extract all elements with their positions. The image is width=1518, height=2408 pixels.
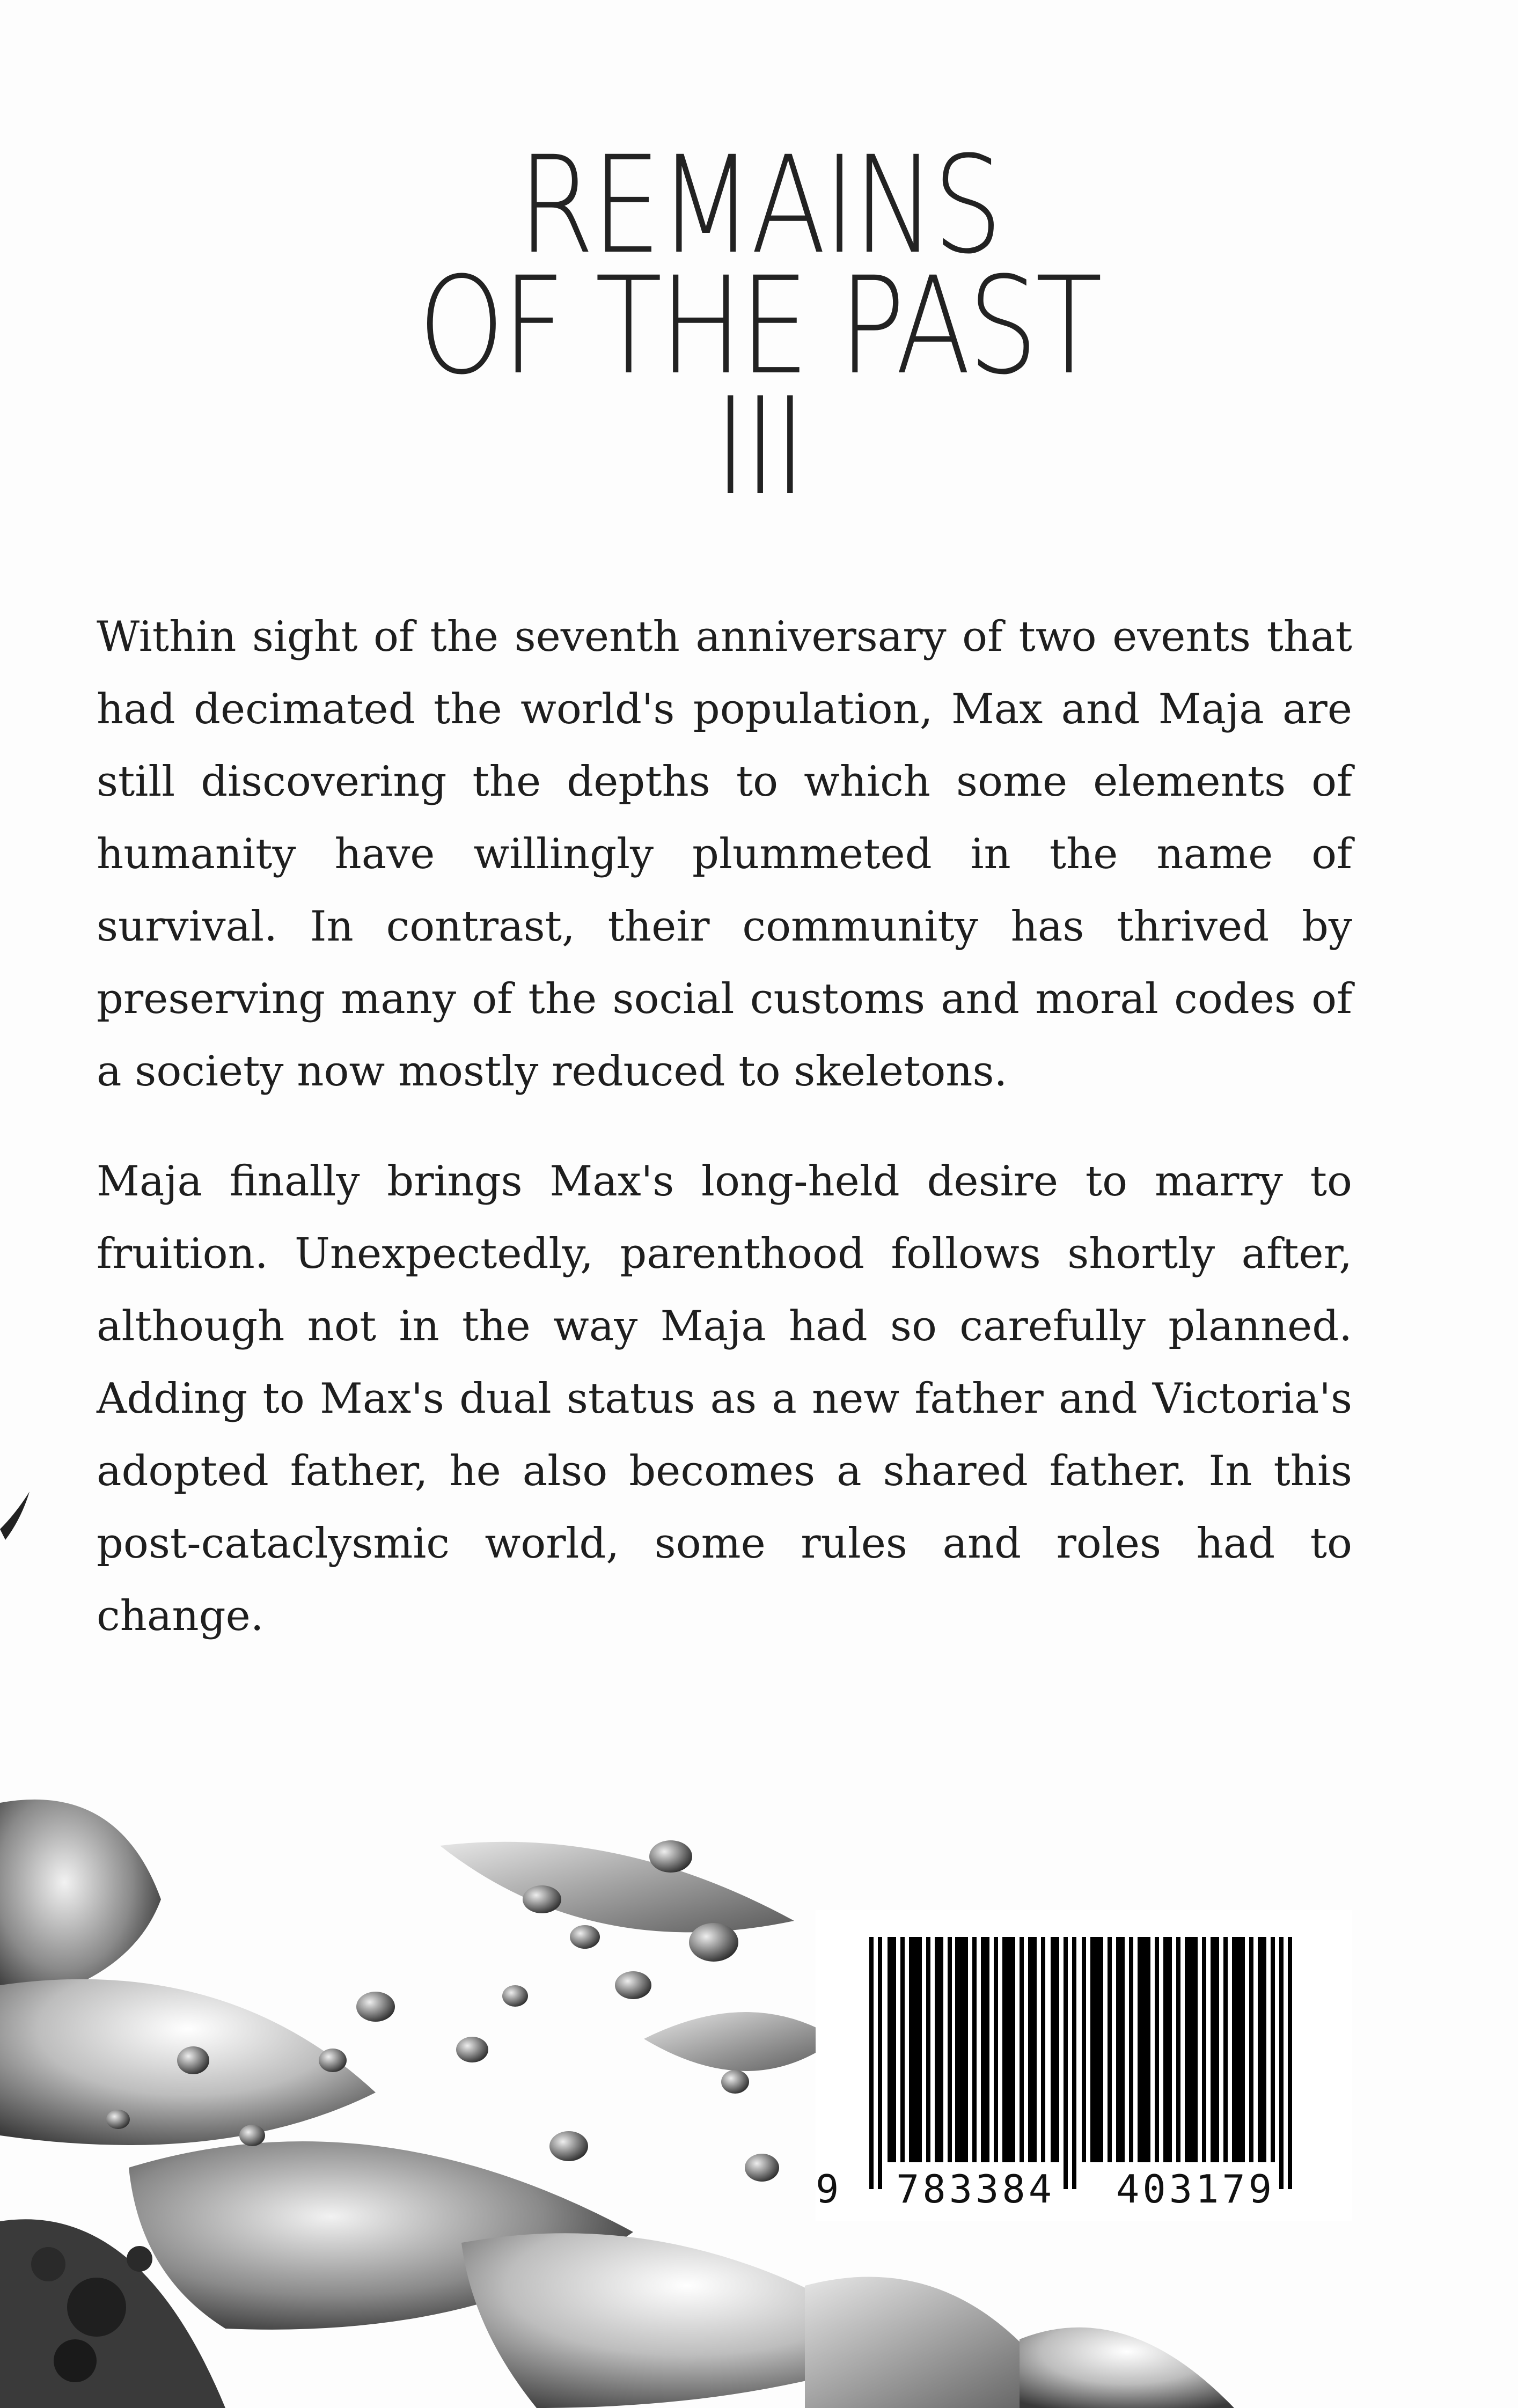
book-title bbox=[0, 127, 1518, 525]
barcode-digits bbox=[816, 2162, 1352, 2216]
isbn-barcode bbox=[816, 1910, 1352, 2221]
blurb-paragraph-2: Maja finally brings Max's long-held desire to marry to fruition. Unexpectedly, parenthood follows shortly after, although not in the way Maja had so carefully planned. Adding to Max's dual status as a new father and Victoria's adopted father, he also becomes a shared father. In this post-cataclysmic world, some rules and roles had to change. bbox=[97, 1157, 1352, 1640]
title-line-2: OF THE PAST bbox=[418, 248, 1100, 404]
barcode-bars-icon bbox=[848, 1937, 1320, 2189]
barcode-first-digit: 9 bbox=[816, 2167, 839, 2212]
title-line-3: III bbox=[714, 369, 804, 525]
blurb-paragraph-1: Within sight of the seventh anniversary of two events that had decimated the world's population, Max and Maja are still discovering the depths to which some elements of humanity have willingly plummeted in the name of survival. In contrast, their community has thrived by preserving many of the social customs and moral codes of a society now mostly reduced to skeletons. bbox=[97, 613, 1352, 1096]
barcode-right-group: 403179 bbox=[1116, 2167, 1275, 2212]
title-line-1: REMAINS bbox=[518, 127, 1000, 283]
leaf-flourish-icon bbox=[0, 1492, 32, 1567]
book-blurb bbox=[97, 601, 1352, 1690]
barcode-left-group: 783384 bbox=[896, 2167, 1055, 2212]
